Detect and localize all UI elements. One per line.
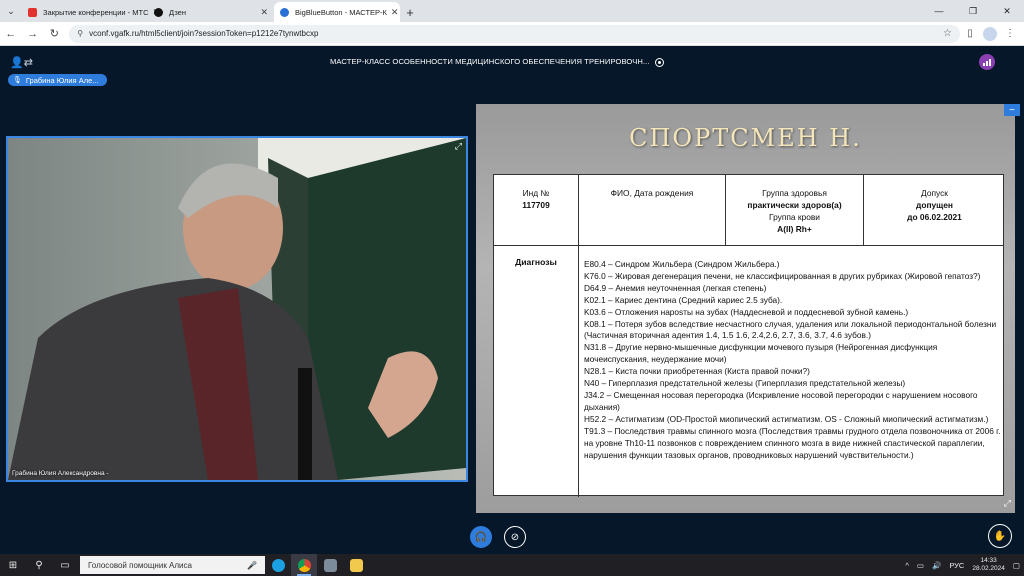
microphone-icon: 🎙 bbox=[13, 77, 22, 84]
tab-favicon bbox=[28, 8, 37, 17]
tab-conference[interactable] bbox=[22, 2, 148, 22]
forward-icon[interactable]: → bbox=[27, 27, 39, 40]
clock-date: 28.02.2024 bbox=[972, 565, 1005, 572]
diagnosis-item: H52.2 – Астигматизм (OD-Простой миопический астигматизм. OS - Сложный миопический астигматизм.) bbox=[584, 413, 989, 424]
header-cell-id bbox=[494, 175, 578, 246]
restore-icon[interactable]: ❐ bbox=[968, 5, 978, 16]
reload-icon[interactable]: ↻ bbox=[49, 28, 60, 40]
cell-text: до 06.02.2021 bbox=[907, 212, 962, 222]
url-field[interactable] bbox=[69, 25, 960, 43]
clock[interactable] bbox=[968, 557, 1009, 573]
url-text: vconf.vgafk.ru/html5client/join?sessionToken=p1212e7tynwtbcxp bbox=[89, 29, 319, 38]
alisa-search-box[interactable] bbox=[80, 556, 265, 574]
sidepanel-icon[interactable]: ▯ bbox=[967, 28, 973, 39]
video-off-icon[interactable]: ⊘ bbox=[504, 526, 526, 548]
cell-text: Группа здоровья bbox=[762, 188, 827, 198]
site-info-icon[interactable]: ⚲ bbox=[77, 29, 84, 38]
diagnosis-item: N40 – Гиперплазия предстательной железы (Гиперплазия предстательной железы) bbox=[584, 378, 906, 389]
clock-time: 14:33 bbox=[980, 557, 997, 564]
address-bar-row bbox=[0, 22, 1024, 46]
tab-close-icon[interactable]: ✕ bbox=[390, 6, 399, 17]
network-icon[interactable]: ▭ bbox=[916, 560, 924, 570]
tray-chevron-icon[interactable]: ^ bbox=[905, 560, 909, 570]
back-icon[interactable]: ← bbox=[5, 27, 17, 40]
diagnosis-item: T91.3 – Последствия травмы спинного мозга (Последствия травмы грудного отдела позвоночника от 2006 г. на уровне Th10-11 позвонков с повреждением спинного мозга в виде нижней спастической параплегии, нарушения функции тазовых органов, проводниковых нарушений чувствительности.) bbox=[584, 425, 1001, 460]
fullscreen-icon[interactable]: ⤢ bbox=[454, 141, 462, 151]
tab-title: Дзен bbox=[169, 7, 186, 17]
cell-text: ФИО, Дата рождения bbox=[610, 188, 694, 198]
close-window-icon[interactable]: ✕ bbox=[1003, 5, 1011, 16]
table-divider bbox=[863, 175, 864, 246]
windows-start-icon[interactable]: ⊞ bbox=[8, 559, 18, 571]
talker-name: Грабина Юлия Але... bbox=[25, 75, 99, 85]
cell-text: Инд № bbox=[522, 188, 550, 198]
cell-text: A(II) Rh+ bbox=[777, 224, 812, 234]
action-bar bbox=[0, 520, 1024, 554]
cell-text: Допуск bbox=[921, 188, 948, 198]
volume-icon[interactable]: 🔊 bbox=[931, 560, 942, 570]
tab-favicon bbox=[280, 8, 289, 17]
tab-title: Закрытие конференции - МТС bbox=[43, 7, 149, 17]
profile-icon[interactable] bbox=[980, 24, 1000, 44]
search-text: Голосовой помощник Алиса bbox=[88, 560, 192, 570]
header-cell-health bbox=[726, 175, 863, 246]
connection-status-icon[interactable] bbox=[979, 54, 995, 70]
tab-close-icon[interactable]: ✕ bbox=[260, 6, 268, 17]
cell-text: практически здоров(а) bbox=[747, 200, 842, 210]
diagnosis-item: J34.2 – Смещенная носовая перегородка (Искривление носовой перегородки с нарушением носового дыхания) bbox=[584, 389, 978, 412]
webcam-video[interactable] bbox=[6, 136, 468, 482]
minimize-presentation-button[interactable]: − bbox=[1004, 104, 1020, 116]
diagnosis-item: N31.8 – Другие нервно-мышечные дисфункции мочевого пузыря (Нейрогенная дисфункция мочеиспускания, неудержание мочи) bbox=[584, 342, 938, 365]
bookmark-star-icon[interactable]: ☆ bbox=[943, 28, 952, 39]
minimize-icon[interactable]: — bbox=[934, 6, 944, 16]
tab-bigbluebutton[interactable] bbox=[274, 2, 400, 22]
talking-indicator[interactable] bbox=[8, 74, 107, 86]
new-tab-button[interactable]: + bbox=[406, 4, 414, 20]
file-explorer-icon[interactable] bbox=[343, 554, 369, 576]
headphones-icon[interactable]: 🎧 bbox=[470, 526, 492, 548]
header-cell-name bbox=[579, 175, 725, 246]
table-divider bbox=[725, 175, 726, 246]
diagnoses-label: Диагнозы bbox=[515, 257, 557, 267]
skype-app-icon[interactable] bbox=[265, 554, 291, 576]
language-indicator[interactable]: РУС bbox=[949, 560, 965, 570]
slide-title: СПОРТСМЕН Н. bbox=[629, 124, 862, 152]
diagnoses-list bbox=[584, 259, 1002, 461]
header-cell-admission bbox=[864, 175, 1005, 246]
cell-text: допущен bbox=[916, 200, 953, 210]
diagnosis-item: K02.1 – Кариес дентина (Средний кариес 2.5 зуба). bbox=[584, 294, 783, 305]
mic-icon: 🎤 bbox=[247, 560, 257, 570]
diagnosis-item: D64.9 – Анемия неуточненная (легкая степень) bbox=[584, 282, 767, 293]
window-controls bbox=[922, 0, 1024, 22]
browser-menu-icon[interactable]: ⋮ bbox=[1005, 28, 1015, 39]
recording-indicator-icon[interactable] bbox=[655, 58, 664, 67]
diagnosis-item: N28.1 – Киста почки приобретенная (Киста правой почки?) bbox=[584, 366, 810, 377]
presentation-slide[interactable] bbox=[476, 104, 1015, 513]
diagnosis-item: K08.1 – Потеря зубов вследствие несчастного случая, удаления или локальной периодонтальной болезни (Частичная вторичная адентия 1.4, 1.5 1.6, 2.4,2.6, 2.7, 3.6, 3.7, 4.6 зубов.) bbox=[584, 318, 997, 341]
table-header-row bbox=[494, 175, 1003, 246]
system-tray bbox=[901, 557, 1024, 573]
diagnosis-item: K03.6 – Отложения нарosты на зубах (Наддесневой и поддесневой зубной камень.) bbox=[584, 306, 909, 317]
tab-dzen[interactable] bbox=[148, 2, 274, 22]
tab-favicon bbox=[154, 8, 163, 17]
user-list-toggle-icon[interactable]: 👤⇄ bbox=[10, 57, 33, 69]
bbb-navbar bbox=[0, 46, 1024, 90]
cell-text: 117709 bbox=[522, 200, 550, 210]
webcam-frame-image bbox=[8, 138, 466, 480]
search-icon[interactable]: ⚲ bbox=[35, 559, 43, 571]
chrome-app-icon[interactable] bbox=[291, 554, 317, 576]
fullscreen-icon[interactable]: ⤢ bbox=[1003, 498, 1011, 508]
table-divider bbox=[578, 175, 579, 497]
diagnosis-item: E80.4 – Синдром Жильбера (Синдром Жильбера.) bbox=[584, 259, 780, 269]
tab-title: BigBlueButton - МАСТЕР-К bbox=[295, 7, 387, 17]
tab-search-icon[interactable]: ⌄ bbox=[7, 5, 15, 16]
meeting-title: МАСТЕР-КЛАСС ОСОБЕННОСТИ МЕДИЦИНСКОГО ОБЕСПЕЧЕНИЯ ТРЕНИРОВОЧН... bbox=[330, 57, 650, 66]
taskbar bbox=[0, 554, 1024, 576]
raise-hand-icon[interactable]: ✋ bbox=[988, 524, 1012, 548]
browser-tab-strip bbox=[0, 0, 1024, 22]
task-view-icon[interactable]: ▭ bbox=[60, 559, 70, 571]
app-icon[interactable] bbox=[317, 554, 343, 576]
webcam-user-name: Грабина Юлия Александровна - bbox=[12, 470, 109, 477]
diagnosis-item: K76.0 – Жировая дегенерация печени, не классифицированная в других рубриках (Жировой гепатоз?) bbox=[584, 270, 981, 281]
cell-text: Группа крови bbox=[769, 212, 820, 222]
slide-table bbox=[493, 174, 1004, 496]
notifications-icon[interactable]: ▢ bbox=[1012, 560, 1020, 570]
